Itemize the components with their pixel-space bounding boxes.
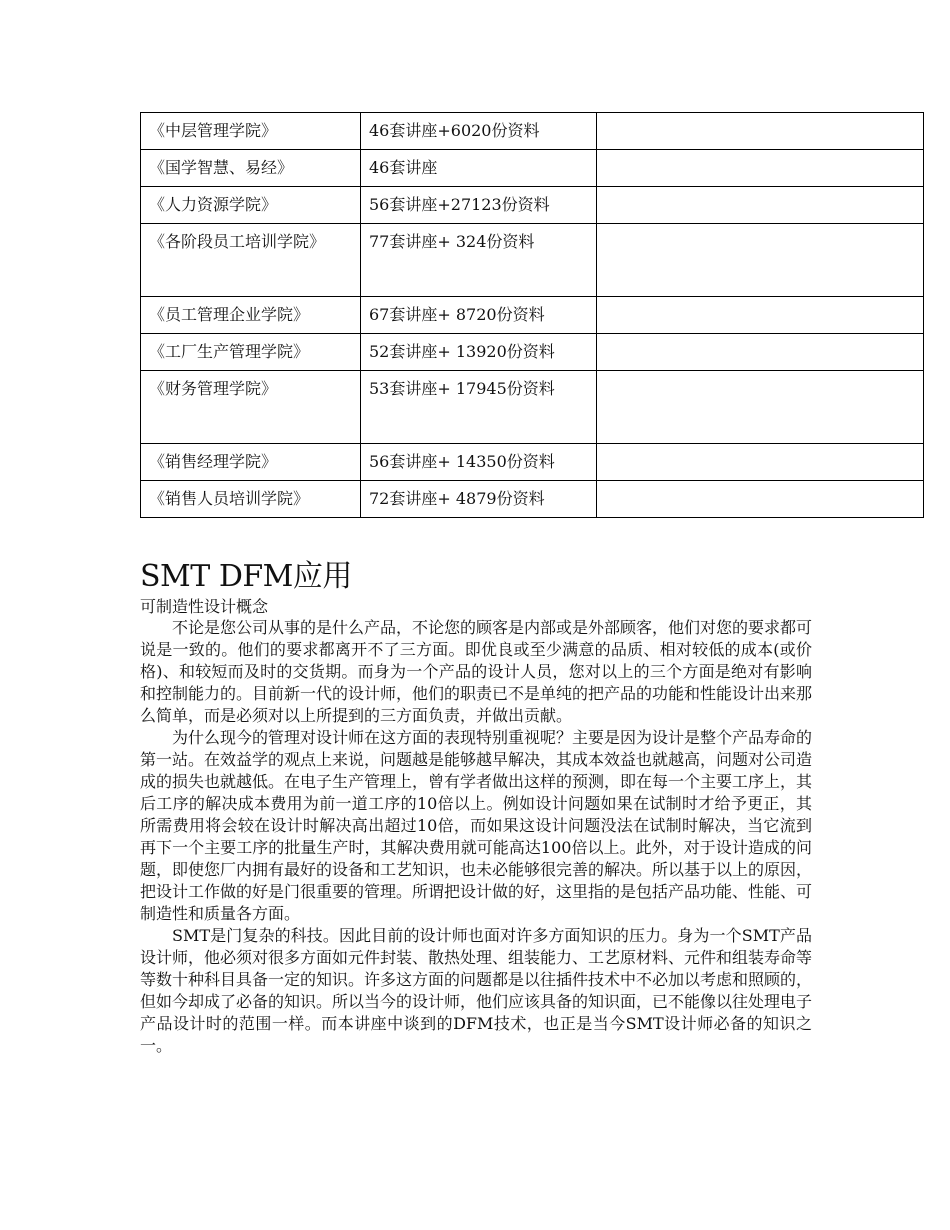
course-name: 《财务管理学院》 bbox=[141, 371, 361, 444]
course-extra bbox=[597, 334, 924, 371]
table-row bbox=[141, 113, 924, 150]
course-desc: 46套讲座 bbox=[361, 150, 597, 187]
course-name: 《各阶段员工培训学院》 bbox=[141, 224, 361, 297]
article-paragraph: SMT是门复杂的科技。因此目前的设计师也面对许多方面知识的压力。身为一个SMT产品设计师，他必须对很多方面如元件封装、散热处理、组装能力、工艺原材料、元件和组装寿命等等数十种科目具备一定的知识。许多这方面的问题都是以往插件技术中不必加以考虑和照顾的，但如今却成了必备的知识。所以当今的设计师，他们应该具备的知识面，已不能像以往处理电子产品设计时的范围一样。而本讲座中谈到的DFM技术，也正是当今SMT设计师必备的知识之一。 bbox=[140, 926, 813, 1055]
course-extra bbox=[597, 187, 924, 224]
course-extra bbox=[597, 444, 924, 481]
course-desc: 52套讲座+ 13920份资料 bbox=[361, 334, 597, 371]
course-desc: 72套讲座+ 4879份资料 bbox=[361, 481, 597, 518]
article-subtitle: 可制造性设计概念 bbox=[140, 597, 269, 616]
article bbox=[140, 557, 812, 1057]
course-desc: 53套讲座+ 17945份资料 bbox=[361, 371, 597, 444]
course-extra bbox=[597, 224, 924, 297]
course-extra bbox=[597, 481, 924, 518]
course-desc: 46套讲座+6020份资料 bbox=[361, 113, 597, 150]
article-title: SMT DFM应用 bbox=[140, 559, 352, 594]
course-name: 《国学智慧、易经》 bbox=[141, 150, 361, 187]
course-desc: 67套讲座+ 8720份资料 bbox=[361, 297, 597, 334]
table-row bbox=[141, 334, 924, 371]
course-name: 《中层管理学院》 bbox=[141, 113, 361, 150]
table-row bbox=[141, 297, 924, 334]
course-table bbox=[140, 112, 924, 518]
course-name: 《人力资源学院》 bbox=[141, 187, 361, 224]
article-paragraph: 不论是您公司从事的是什么产品，不论您的顾客是内部或是外部顾客，他们对您的要求都可说是一致的。他们的要求都离开不了三方面。即优良或至少满意的品质、相对较低的成本(或价格)、和较短而及时的交货期。而身为一个产品的设计人员，您对以上的三个方面是绝对有影响和控制能力的。目前新一代的设计师，他们的职责已不是单纯的把产品的功能和性能设计出来那么简单，而是必须对以上所提到的三方面负责，并做出贡献。 bbox=[140, 618, 813, 725]
course-extra bbox=[597, 113, 924, 150]
course-extra bbox=[597, 150, 924, 187]
course-name: 《工厂生产管理学院》 bbox=[141, 334, 361, 371]
course-name: 《销售人员培训学院》 bbox=[141, 481, 361, 518]
table-row bbox=[141, 444, 924, 481]
course-desc: 56套讲座+27123份资料 bbox=[361, 187, 597, 224]
course-desc: 56套讲座+ 14350份资料 bbox=[361, 444, 597, 481]
course-desc: 77套讲座+ 324份资料 bbox=[361, 224, 597, 297]
table-row bbox=[141, 371, 924, 444]
course-extra bbox=[597, 297, 924, 334]
table-row bbox=[141, 224, 924, 297]
article-paragraph: 为什么现今的管理对设计师在这方面的表现特别重视呢？主要是因为设计是整个产品寿命的第一站。在效益学的观点上来说，问题越是能够越早解决，其成本效益也就越高，问题对公司造成的损失也就越低。在电子生产管理上，曾有学者做出这样的预测，即在每一个主要工序上，其后工序的解决成本费用为前一道工序的10倍以上。例如设计问题如果在试制时才给予更正，其所需费用将会较在设计时解决高出超过10倍，而如果这设计问题没法在试制时解决，当它流到再下一个主要工序的批量生产时，其解决费用就可能高达100倍以上。此外，对于设计造成的问题，即使您厂内拥有最好的设备和工艺知识，也未必能够很完善的解决。所以基于以上的原因，把设计工作做的好是门很重要的管理。所谓把设计做的好，这里指的是包括产品功能、性能、可制造性和质量各方面。 bbox=[140, 728, 813, 923]
table-row bbox=[141, 150, 924, 187]
course-name: 《销售经理学院》 bbox=[141, 444, 361, 481]
course-name: 《员工管理企业学院》 bbox=[141, 297, 361, 334]
table-row bbox=[141, 481, 924, 518]
course-extra bbox=[597, 371, 924, 444]
table-row bbox=[141, 187, 924, 224]
